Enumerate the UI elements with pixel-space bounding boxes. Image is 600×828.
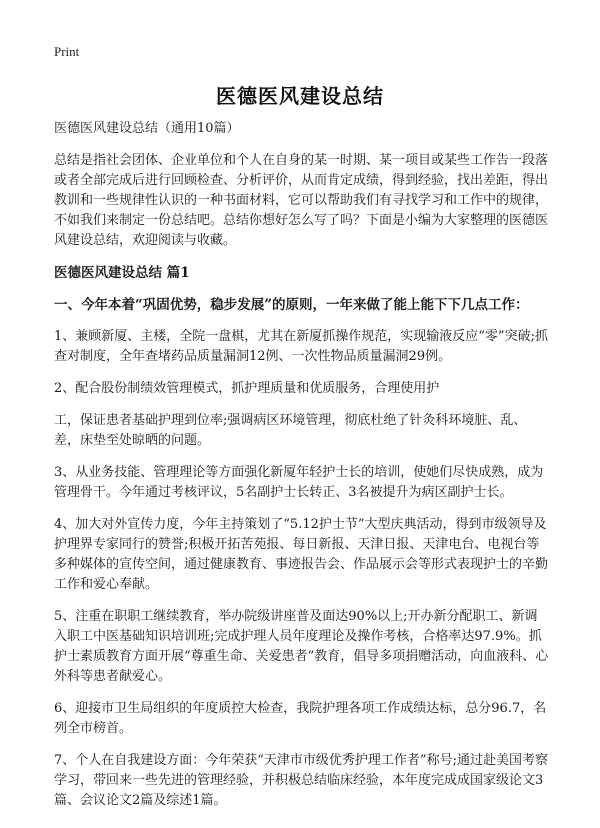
intro-paragraph: 总结是指社会团体、企业单位和个人在自身的某一时期、某一项目或某些工作告一段落或者全部完成后进行回顾检查、分析评价，从而肯定成绩，得到经验，找出差距，得出教训和一些规律性认识的一种书面材料，它可以帮助我们有寻找学习和工作中的规律，不如我们来制定一份总结吧。总结你想好怎么写了吗？下面是小编为大家整理的医德医风建设总结，欢迎阅读与收藏。: [54, 153, 549, 248]
list-item: 4、加大对外宣传力度，今年主持策划了“5.12护士节”大型庆典活动，得到市级领导及护理界专家同行的赞誉;积极开拓苦苑报、每日新报、天津日报、天津电台、电视台等多种媒体的宣传空间，通过健康教育、事迹报告会、作品展示会等形式表现护士的辛勤工作和爱心奉献。: [54, 517, 549, 592]
document-title: 医德医风建设总结: [216, 84, 384, 108]
list-item: 3、从业务技能、管理理论等方面强化新厦年轻护士长的培训，使她们尽快成熟，成为管理骨干。今年通过考核评议，5名副护士长转正、3名被提升为病区副护士长。: [54, 465, 544, 500]
list-item: 5、注重在职职工继续教育，举办院级讲座普及面达90%以上;开办新分配职工、新调入职工中医基础知识培训班;完成护理人员年度理论及操作考核，合格率达97.9%。抓护士素质教育方面开展“尊重生命、关爱患者”教育，倡导多项捐赠活动，向血液科、心外科等患者献爱心。: [54, 609, 549, 684]
document-subtitle: 医德医风建设总结（通用10篇）: [54, 121, 240, 136]
list-item: 2、配合股份制绩效管理模式，抓护理质量和优质服务，合理使用护: [54, 381, 440, 396]
point-heading: 一、今年本着“巩固优势，稳步发展”的原则，一年来做了能上能下下几点工作：: [54, 297, 529, 313]
list-item: 6、迎接市卫生局组织的年度质控大检查，我院护理各项工作成绩达标，总分96.7，名列全市榜首。: [54, 701, 547, 736]
print-label[interactable]: Print: [54, 44, 80, 59]
section-title: 医德医风建设总结 篇1: [54, 265, 190, 281]
list-item: 1、兼顾新厦、主楼，全院一盘棋，尤其在新厦抓操作规范，实现输液反应“零”突破;抓查对制度，全年查堵药品质量漏洞12例、一次性物品质量漏洞29例。: [54, 329, 548, 364]
document-body: [54, 119, 550, 823]
list-item: 工，保证患者基础护理到位率;强调病区环境管理，彻底杜绝了针灸科环境脏、乱、差，床垫至处晾晒的问题。: [54, 413, 527, 448]
list-item: 7、个人在自我建设方面：今年荣获“天津市市级优秀护理工作者”称号;通过赴美国考察学习，带回来一些先进的管理经验，并积极总结临床经验，本年度完成成国家级论文3篇、会议论文2篇及综述1篇。: [54, 753, 548, 808]
